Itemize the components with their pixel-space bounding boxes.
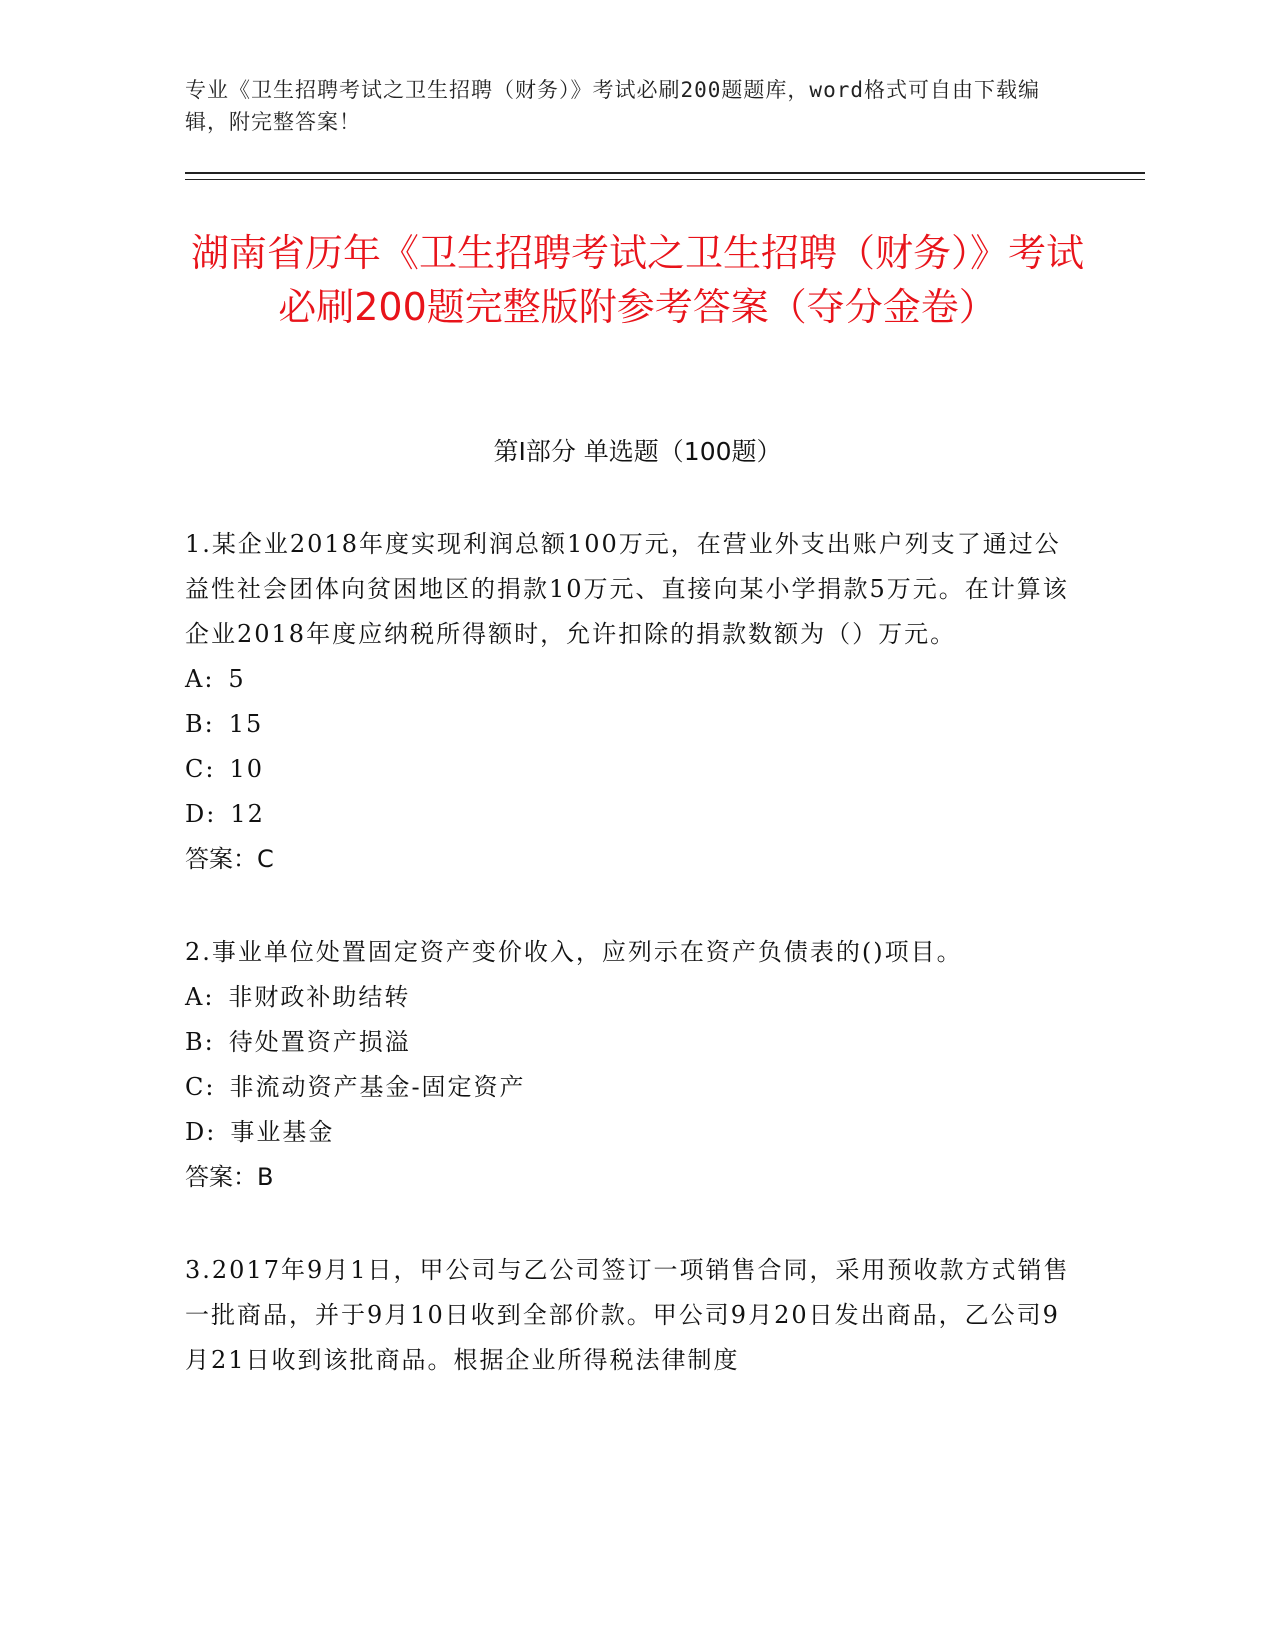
option-b <box>185 1020 1070 1065</box>
option-text: 5 <box>228 665 246 693</box>
header-note: 专业《卫生招聘考试之卫生招聘（财务）》考试必刷200题题库，word格式可自由下载编辑，附完整答案！ <box>185 78 1040 134</box>
option-key: A: <box>185 665 215 693</box>
option-a <box>185 657 1070 702</box>
option-key: C: <box>185 755 216 783</box>
option-key: B: <box>185 710 215 738</box>
question-text: 1.某企业2018年度实现利润总额100万元，在营业外支出账户列支了通过公益性社会团体向贫困地区的捐款10万元、直接向某小学捐款5万元。在计算该企业2018年度应纳税所得额时，允许扣除的捐款数额为（）万元。 <box>185 530 1069 648</box>
option-key: D: <box>185 1118 217 1146</box>
question-3 <box>185 1248 1070 1383</box>
question-list <box>185 522 1070 1431</box>
question-1 <box>185 522 1070 882</box>
option-text: 15 <box>228 710 264 738</box>
option-b <box>185 702 1070 747</box>
header-rule-thick <box>185 172 1145 174</box>
option-text: 事业基金 <box>230 1118 335 1146</box>
section-title: 第Ⅰ部分 单选题（100题） <box>493 437 782 466</box>
question-text: 2.事业单位处置固定资产变价收入，应列示在资产负债表的()项目。 <box>185 938 963 966</box>
option-key: B: <box>185 1028 215 1056</box>
option-a <box>185 975 1070 1020</box>
question-2 <box>185 930 1070 1200</box>
option-text: 待处置资产损溢 <box>228 1028 411 1056</box>
document-title: 湖南省历年《卫生招聘考试之卫生招聘（财务）》考试必刷200题完整版附参考答案（夺分金卷） <box>190 231 1084 329</box>
option-text: 非流动资产基金-固定资产 <box>229 1073 526 1101</box>
option-text: 非财政补助结转 <box>228 983 411 1011</box>
answer-line: 答案：B <box>185 1163 274 1191</box>
option-c <box>185 1065 1070 1110</box>
answer-line: 答案：C <box>185 845 274 873</box>
option-key: C: <box>185 1073 216 1101</box>
option-key: A: <box>185 983 215 1011</box>
option-d <box>185 1110 1070 1155</box>
option-c <box>185 747 1070 792</box>
header-rule-thin <box>185 179 1145 180</box>
option-d <box>185 792 1070 837</box>
option-key: D: <box>185 800 217 828</box>
option-text: 10 <box>229 755 264 783</box>
question-text: 3.2017年9月1日，甲公司与乙公司签订一项销售合同，采用预收款方式销售一批商品，并于9月10日收到全部价款。甲公司9月20日发出商品，乙公司9月21日收到该批商品。根据企业所得税法律制度 <box>185 1256 1070 1374</box>
option-text: 12 <box>230 800 265 828</box>
